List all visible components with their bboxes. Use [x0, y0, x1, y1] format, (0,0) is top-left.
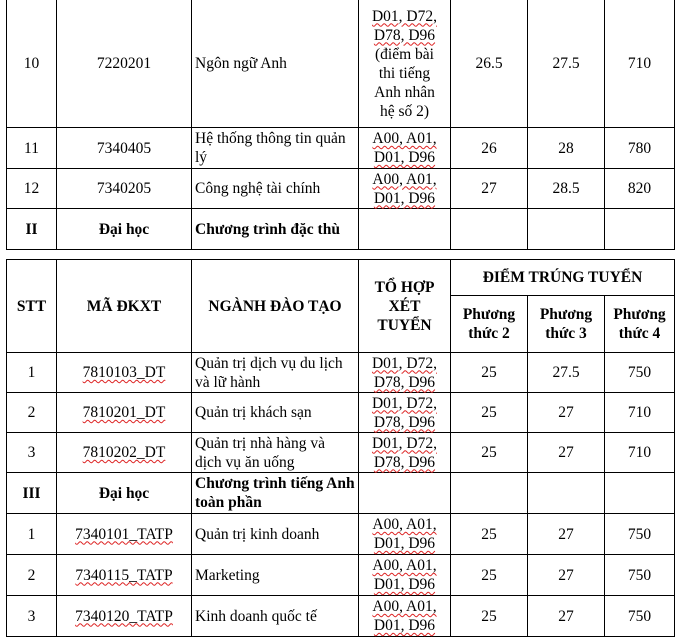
header-score: ĐIỂM TRÚNG TUYỂN — [451, 260, 675, 296]
major-name-cell: Quản trị dịch vụ du lịch và lữ hành — [192, 353, 359, 393]
major-name-cell: Quản trị khách sạn — [192, 393, 359, 433]
stt-cell: 1 — [7, 514, 57, 555]
code-cell: 7810201_DT — [82, 404, 166, 421]
table-row — [7, 0, 675, 128]
code-cell: 7220201 — [57, 0, 192, 128]
header-pt4: Phương thức 4 — [605, 296, 675, 353]
empty-cell — [451, 209, 528, 250]
combo-line: D01, D72, — [371, 394, 437, 412]
admission-table-top — [6, 0, 675, 250]
stt-cell: 11 — [7, 128, 57, 169]
major-name-cell: Quản trị kinh doanh — [192, 514, 359, 555]
subject-combo-cell — [359, 353, 451, 393]
subject-combo-cell — [359, 514, 451, 555]
empty-cell — [359, 209, 451, 250]
score-pt2-cell: 25 — [451, 353, 528, 393]
empty-cell — [451, 473, 528, 514]
score-pt3-cell: 28.5 — [528, 169, 605, 209]
major-name-cell: Marketing — [192, 555, 359, 596]
score-pt2-cell: 25 — [451, 555, 528, 596]
admission-table-bottom — [6, 259, 675, 637]
header-major: NGÀNH ĐÀO TẠO — [192, 260, 359, 353]
stt-cell: 3 — [7, 433, 57, 473]
score-pt2-cell: 25 — [451, 514, 528, 555]
code-cell: 7340101_TATP — [75, 525, 173, 543]
code-cell: 7340115_TATP — [75, 566, 173, 584]
score-pt4-cell: 750 — [605, 353, 675, 393]
score-pt4-cell: 780 — [605, 128, 675, 169]
combo-line: A00, A01, — [372, 516, 437, 533]
score-pt4-cell: 710 — [605, 0, 675, 128]
table-row — [7, 514, 675, 555]
score-pt2-cell: 26.5 — [451, 0, 528, 128]
table-row — [7, 596, 675, 637]
score-pt4-cell: 750 — [605, 514, 675, 555]
combo-line: A00, A01, — [372, 170, 437, 188]
code-cell: 7810202_DT — [82, 444, 166, 461]
empty-cell — [528, 209, 605, 250]
code-cell: 7340405 — [57, 128, 192, 169]
subject-combo-cell — [359, 0, 451, 128]
combo-line: D01, D96 — [373, 576, 436, 593]
code-cell: 7810103_DT — [82, 364, 166, 381]
score-pt3-cell: 27 — [528, 555, 605, 596]
stt-cell: 3 — [7, 596, 57, 637]
stt-cell: 1 — [7, 353, 57, 393]
score-pt2-cell: 25 — [451, 393, 528, 433]
stt-cell: 2 — [7, 393, 57, 433]
header-code: MÃ ĐKXT — [57, 260, 192, 353]
combo-line: D01, D96 — [373, 189, 436, 207]
table-row — [7, 128, 675, 169]
table-row — [7, 353, 675, 393]
section-number: II — [7, 209, 57, 250]
major-name-cell: Hệ thống thông tin quản lý — [192, 128, 359, 169]
subject-combo-cell — [359, 555, 451, 596]
empty-cell — [605, 209, 675, 250]
score-pt2-cell: 25 — [451, 433, 528, 473]
combo-line: thi tiếng — [378, 64, 431, 82]
header-stt: STT — [7, 260, 57, 353]
combo-line: D78, D96 — [373, 453, 436, 471]
score-pt3-cell: 27 — [528, 596, 605, 637]
combo-line: D78, D96 — [373, 413, 436, 431]
score-pt4-cell: 820 — [605, 169, 675, 209]
score-pt4-cell: 750 — [605, 555, 675, 596]
combo-line: D01, D72, — [371, 7, 437, 25]
combo-line: D01, D72, — [371, 434, 437, 452]
combo-line: D01, D96 — [373, 617, 436, 634]
subject-combo-cell — [359, 128, 451, 169]
stt-cell: 12 — [7, 169, 57, 209]
combo-line: D01, D96 — [373, 149, 436, 166]
section-level: Đại học — [57, 209, 192, 250]
combo-line: A00, A01, — [372, 130, 437, 147]
header-pt3: Phương thức 3 — [528, 296, 605, 353]
subject-combo-cell — [359, 393, 451, 433]
header-combo: TỔ HỢP XÉT TUYỂN — [359, 260, 451, 353]
empty-cell — [528, 473, 605, 514]
stt-cell: 2 — [7, 555, 57, 596]
score-pt4-cell: 710 — [605, 433, 675, 473]
section-program: Chương trình tiếng Anh toàn phần — [192, 473, 359, 514]
table-row — [7, 393, 675, 433]
combo-line: D78, D96 — [373, 26, 436, 44]
score-pt2-cell: 26 — [451, 128, 528, 169]
empty-cell — [359, 473, 451, 514]
header-row — [7, 260, 675, 296]
score-pt3-cell: 27 — [528, 514, 605, 555]
code-cell: 7340120_TATP — [75, 607, 173, 625]
score-pt2-cell: 25 — [451, 596, 528, 637]
table-row — [7, 433, 675, 473]
score-pt3-cell: 27 — [528, 433, 605, 473]
subject-combo-cell — [359, 596, 451, 637]
major-name-cell: Quản trị nhà hàng và dịch vụ ăn uống — [192, 433, 359, 473]
combo-line: D01, D72, — [371, 354, 437, 372]
major-name-cell: Công nghệ tài chính — [192, 169, 359, 209]
table-row — [7, 555, 675, 596]
combo-line: A00, A01, — [372, 598, 437, 615]
major-name-cell: Ngôn ngữ Anh — [192, 0, 359, 128]
code-cell: 7340205 — [57, 169, 192, 209]
subject-combo-cell — [359, 433, 451, 473]
section-row — [7, 209, 675, 250]
section-row — [7, 473, 675, 514]
score-pt3-cell: 27 — [528, 393, 605, 433]
score-pt4-cell: 750 — [605, 596, 675, 637]
combo-line: A00, A01, — [372, 557, 437, 574]
section-program: Chương trình đặc thù — [192, 209, 359, 250]
combo-line: Anh nhân — [374, 83, 435, 101]
combo-line: (điểm bài — [375, 45, 434, 63]
combo-line: D78, D96 — [373, 373, 436, 391]
score-pt3-cell: 27.5 — [528, 0, 605, 128]
score-pt4-cell: 710 — [605, 393, 675, 433]
score-pt2-cell: 27 — [451, 169, 528, 209]
section-level: Đại học — [57, 473, 192, 514]
stt-cell: 10 — [7, 0, 57, 128]
empty-cell — [605, 473, 675, 514]
combo-line: D01, D96 — [373, 535, 436, 552]
score-pt3-cell: 27.5 — [528, 353, 605, 393]
score-pt3-cell: 28 — [528, 128, 605, 169]
combo-line: hệ số 2) — [379, 102, 430, 120]
subject-combo-cell — [359, 169, 451, 209]
header-pt2: Phương thức 2 — [451, 296, 528, 353]
major-name-cell: Kinh doanh quốc tế — [192, 596, 359, 637]
section-number: III — [7, 473, 57, 514]
table-row — [7, 169, 675, 209]
